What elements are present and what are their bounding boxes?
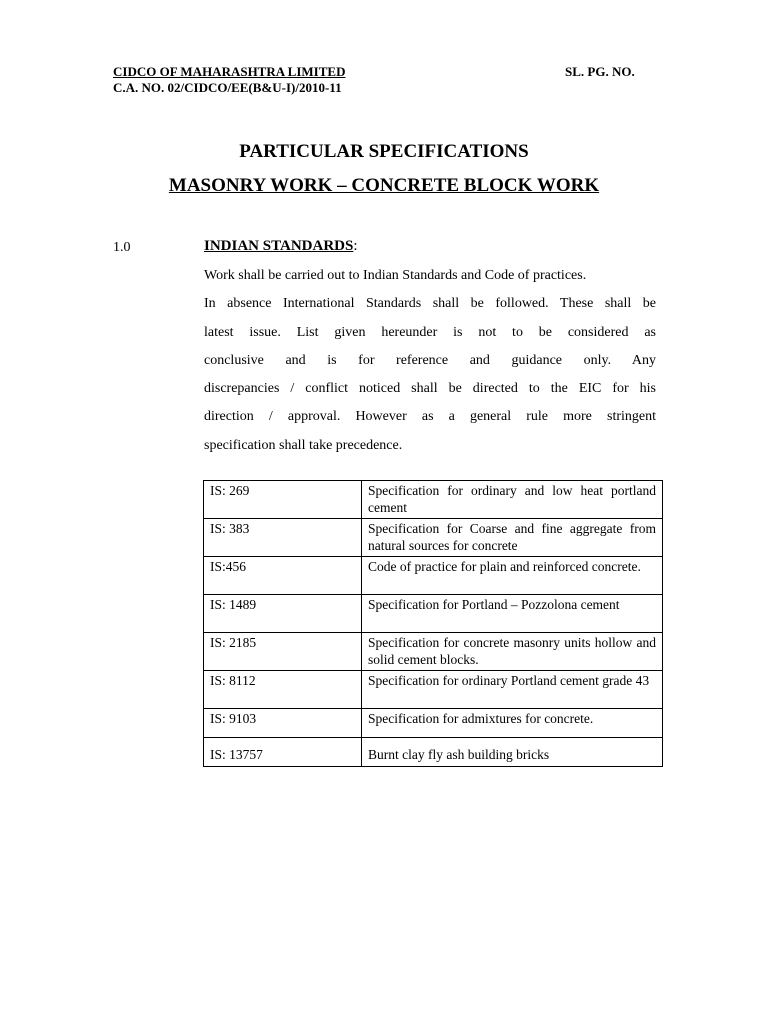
table-row <box>204 709 663 738</box>
section-number: 1.0 <box>113 240 131 255</box>
paragraph-line: latest issue. List given hereunder is not to be considered as <box>204 324 656 340</box>
standard-description: Specification for ordinary Portland cement grade 43 <box>362 671 663 709</box>
paragraph-line: Work shall be carried out to Indian Standards and Code of practices. <box>204 268 587 283</box>
standard-code: IS: 9103 <box>204 709 362 738</box>
paragraph-line: In absence International Standards shall be followed. These shall be <box>204 296 656 312</box>
paragraph-line: conclusive and is for reference and guidance only. Any <box>204 352 656 368</box>
standard-description: Specification for Coarse and fine aggregate from natural sources for concrete <box>362 519 663 557</box>
standard-description: Specification for concrete masonry units hollow and solid cement blocks. <box>362 633 663 671</box>
contract-number: C.A. NO. 02/CIDCO/EE(B&U-I)/2010-11 <box>113 80 342 95</box>
table-row <box>204 481 663 519</box>
paragraph-line: direction / approval. However as a general rule more stringent <box>204 409 656 425</box>
table-row <box>204 671 663 709</box>
table-row <box>204 633 663 671</box>
section-heading-colon: : <box>353 238 358 254</box>
table-row <box>204 595 663 633</box>
standard-description: Specification for ordinary and low heat portland cement <box>362 481 663 519</box>
paragraph-line: specification shall take precedence. <box>204 437 403 453</box>
standard-code: IS: 2185 <box>204 633 362 671</box>
standard-code: IS:456 <box>204 557 362 595</box>
section-heading-text: INDIAN STANDARDS <box>204 238 354 254</box>
serial-page-number: SL. PG. NO. <box>565 64 635 79</box>
table-row <box>204 557 663 595</box>
company-name: CIDCO OF MAHARASHTRA LIMITED <box>113 64 346 79</box>
standard-description: Specification for Portland – Pozzolona cement <box>362 595 663 633</box>
section-heading <box>204 238 358 255</box>
paragraph-line: discrepancies / conflict noticed shall be directed to the EIC for his <box>204 381 656 397</box>
table-row <box>204 738 663 767</box>
table-row <box>204 519 663 557</box>
standard-code: IS: 383 <box>204 519 362 557</box>
standard-description: Burnt clay fly ash building bricks <box>362 738 663 767</box>
standard-code: IS: 8112 <box>204 671 362 709</box>
standard-code: IS: 1489 <box>204 595 362 633</box>
standard-description: Specification for admixtures for concrete. <box>362 709 663 738</box>
document-subtitle: MASONRY WORK – CONCRETE BLOCK WORK <box>168 175 600 196</box>
standards-table <box>203 480 663 767</box>
standard-code: IS: 13757 <box>204 738 362 767</box>
standard-description: Code of practice for plain and reinforced concrete. <box>362 557 663 595</box>
section-paragraph <box>204 262 656 460</box>
standard-code: IS: 269 <box>204 481 362 519</box>
document-title: PARTICULAR SPECIFICATIONS <box>239 141 529 162</box>
